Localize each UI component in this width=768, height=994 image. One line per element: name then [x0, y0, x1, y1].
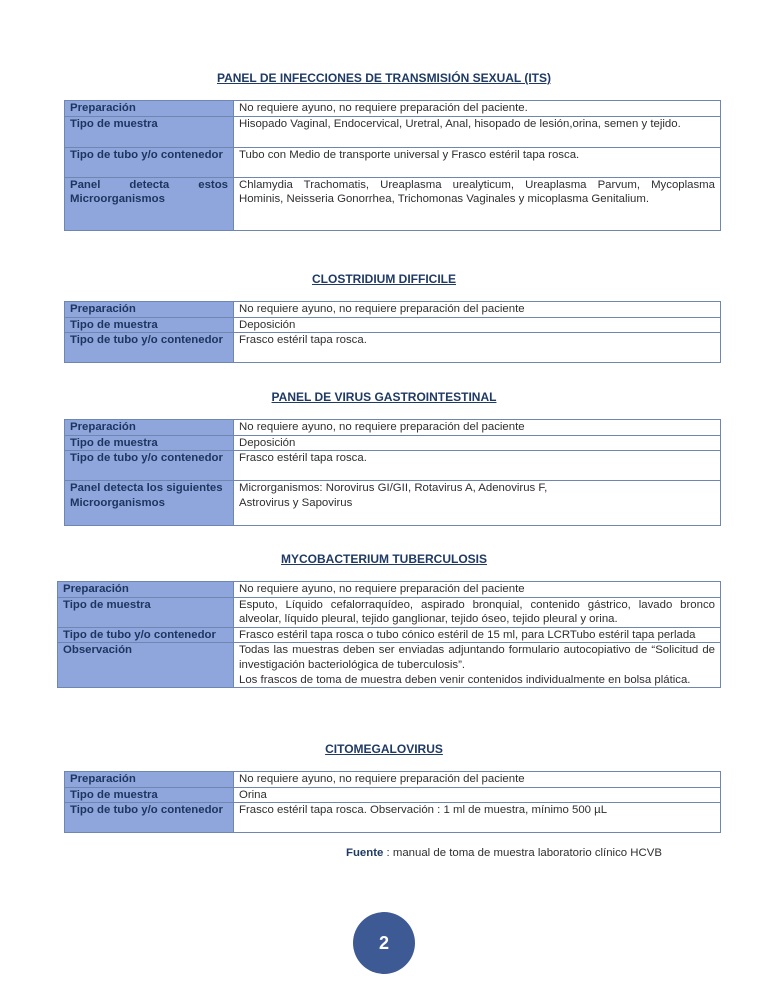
table-row — [65, 420, 721, 436]
mycobacterium-table — [57, 581, 721, 688]
table-row — [65, 481, 721, 526]
table-row — [65, 101, 721, 117]
row-value: No requiere ayuno, no requiere preparación del paciente — [234, 420, 721, 436]
row-value: Frasco estéril tapa rosca. — [234, 333, 721, 363]
table-row — [65, 302, 721, 318]
section-title-gastrointestinal: PANEL DE VIRUS GASTROINTESTINAL — [271, 390, 497, 404]
row-label: Panel detecta estos Microorganismos — [65, 177, 234, 230]
row-label: Tipo de muestra — [65, 317, 234, 333]
row-label: Tipo de tubo y/o contenedor — [65, 803, 234, 833]
table-row — [58, 627, 721, 643]
table-row — [65, 772, 721, 788]
source-label: Fuente — [346, 847, 384, 859]
row-value: Frasco estéril tapa rosca. Observación : 1 ml de muestra, mínimo 500 µL — [234, 803, 721, 833]
row-label: Tipo de muestra — [65, 787, 234, 803]
observation-paragraph-1: Todas las muestras deben ser enviadas adjuntando formulario autocopiativo de “Solicitud de investigación bacteriológica de tuberculosis”. — [239, 644, 715, 671]
table-row — [65, 803, 721, 833]
table-row — [58, 597, 721, 627]
row-value: No requiere ayuno, no requiere preparación del paciente — [234, 772, 721, 788]
row-value — [234, 643, 721, 688]
row-label: Preparación — [65, 302, 234, 318]
row-label: Preparación — [58, 582, 234, 598]
row-label: Tipo de tubo y/o contenedor — [65, 451, 234, 481]
row-value: Frasco estéril tapa rosca. — [234, 451, 721, 481]
row-value: Deposición — [234, 435, 721, 451]
row-value: Microrganismos: Norovirus GI/GII, Rotavirus A, Adenovirus F, Astrovirus y Sapovirus — [234, 481, 721, 526]
observation-paragraph-2: Los frascos de toma de muestra deben venir contenidos individualmente en bolsa plática. — [239, 673, 691, 686]
row-label: Panel detecta los siguientes Microorganismos — [65, 481, 234, 526]
row-label: Preparación — [65, 420, 234, 436]
table-row — [65, 435, 721, 451]
table-row — [58, 582, 721, 598]
section-title-mycobacterium: MYCOBACTERIUM TUBERCULOSIS — [281, 552, 487, 566]
row-value: No requiere ayuno, no requiere preparación del paciente — [234, 302, 721, 318]
table-row — [65, 147, 721, 177]
source-text: : manual de toma de muestra laboratorio clínico HCVB — [383, 847, 662, 859]
row-value: Tubo con Medio de transporte universal y Frasco estéril tapa rosca. — [234, 147, 721, 177]
page-number-badge — [353, 912, 415, 974]
table-row — [65, 333, 721, 363]
row-label: Tipo de tubo y/o contenedor — [65, 333, 234, 363]
row-label: Tipo de tubo y/o contenedor — [65, 147, 234, 177]
row-label: Preparación — [65, 101, 234, 117]
row-value: No requiere ayuno, no requiere preparación del paciente — [234, 582, 721, 598]
row-label: Tipo de tubo y/o contenedor — [58, 627, 234, 643]
row-value: Chlamydia Trachomatis, Ureaplasma urealyticum, Ureaplasma Parvum, Mycoplasma Hominis, Neisseria Gonorrhea, Trichomonas Vaginales y micoplasma Genitalium. — [234, 177, 721, 230]
row-label: Preparación — [65, 772, 234, 788]
table-row — [65, 116, 721, 147]
section-title-clostridium: CLOSTRIDIUM DIFFICILE — [312, 272, 456, 286]
section-title-its: PANEL DE INFECCIONES DE TRANSMISIÓN SEXUAL (ITS) — [216, 71, 552, 85]
table-row — [65, 317, 721, 333]
row-value: Orina — [234, 787, 721, 803]
citomegalovirus-table — [64, 771, 721, 833]
table-row — [65, 451, 721, 481]
table-row — [58, 643, 721, 688]
source-note — [346, 847, 662, 859]
section-title-citomegalovirus: CITOMEGALOVIRUS — [325, 742, 443, 756]
row-value: Hisopado Vaginal, Endocervical, Uretral, Anal, hisopado de lesión,orina, semen y tejido. — [234, 116, 721, 147]
row-label: Tipo de muestra — [65, 116, 234, 147]
row-value: Esputo, Líquido cefalorraquídeo, aspirado bronquial, contenido gástrico, lavado bronco alveolar, líquido pleural, tejido ganglionar, tejido óseo, tejido pleural y orina. — [234, 597, 721, 627]
row-label: Observación — [58, 643, 234, 688]
its-table — [64, 100, 721, 231]
row-value: Deposición — [234, 317, 721, 333]
clostridium-table — [64, 301, 721, 363]
row-value: Frasco estéril tapa rosca o tubo cónico estéril de 15 ml, para LCRTubo estéril tapa perlada — [234, 627, 721, 643]
row-label: Tipo de muestra — [58, 597, 234, 627]
table-row — [65, 177, 721, 230]
row-value: No requiere ayuno, no requiere preparación del paciente. — [234, 101, 721, 117]
page-number: 2 — [378, 932, 389, 953]
gastrointestinal-table — [64, 419, 721, 526]
row-label: Tipo de muestra — [65, 435, 234, 451]
table-row — [65, 787, 721, 803]
